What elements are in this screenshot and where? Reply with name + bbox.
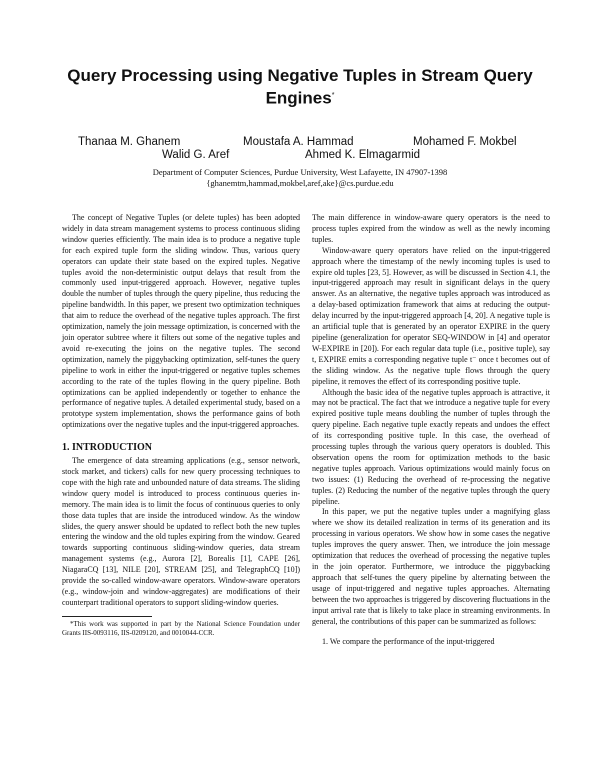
abstract-paragraph: The concept of Negative Tuples (or delete tuples) has been adopted widely in data stream management systems to process continuous sliding window queries efficiently. The main idea is to produce a negative tuple for each expired tuple form the sliding window. Thus, various query operators can update their state based on the expired tuples. Negative tuples avoid the non-deterministic output delays that result from the commonly used input-triggered approach. However, negative tuples double the number of tuples through the query pipeline, thus reducing the pipeline bandwidth. In this paper, we present two optimization techniques that aim to reduce the overhead of the negative tuples approach. The first optimization, namely the join message optimization, is concerned with the join operator subtree where it filters out some of the negative tuples and avoid re-executing the joins on the negative tuples. The second optimization, namely the piggybacking optimization, self-tunes the query pipeline to work in either the input-triggered or negative tuples schemes according to the rate of the tuples flowing in the query pipeline. Both optimizations can be applied independently or together to enhance the performance of negative tuples. A detailed experimental study, based on a prototype system implementation, shows the performance gains of both optimizations over the negative tuples and the input-triggered approaches. bbox=[62, 213, 300, 430]
footnote-divider bbox=[62, 616, 152, 617]
author-emails: {ghanemtm,hammad,mokbel,aref,ake}@cs.purdue.edu bbox=[206, 178, 394, 188]
body-paragraph: In this paper, we put the negative tuples under a magnifying glass where we show its detailed realization in terms of its generation and its processing in various operators. We show how in some cases the negative tuples improves the query answer. Then, we introduce the join message optimization that reduces the overhead of processing the negative tuples in the join operator. Furthermore, we introduce the piggybacking approach that self-tunes the query pipeline by alternating between the usage of input-triggered and negative tuples approaches. Alternating between the two approaches is triggered by discovering fluctuations in the input arrival rate that is likely to take place in streaming environments. In general, the contributions of this paper can be summarized as follows: bbox=[312, 507, 550, 626]
contribution-list-item: 1. We compare the performance of the input-triggered bbox=[322, 637, 495, 647]
title-footnote-marker: * bbox=[331, 92, 335, 99]
author-name: Mohamed F. Mokbel bbox=[413, 136, 517, 148]
author-name: Moustafa A. Hammad bbox=[243, 136, 354, 148]
body-paragraph: Although the basic idea of the negative tuples approach is attractive, it may not be practical. The fact that we introduce a negative tuple for every expired positive tuple means doubling the number of tuples through the query pipeline. Each negative tuple exactly repeats and undoes the effect of its corresponding positive tuple. In this case, the overhead of processing tuples through the various query operators is doubled. This observation opens the room for optimization methods to the basic negative tuples approach. Various optimizations would mainly focus on two issues: (1) Reducing the overhead of re-processing the negative tuples. (2) Reducing the number of the negative tuples through the query pipeline. bbox=[312, 387, 550, 506]
affiliation: Department of Computer Sciences, Purdue University, West Lafayette, IN 47907-1398 bbox=[152, 167, 448, 177]
right-column bbox=[312, 213, 550, 648]
paper-title: Query Processing using Negative Tuples in Stream Query Engines* bbox=[67, 66, 533, 108]
left-column bbox=[62, 213, 300, 638]
funding-footnote: *This work was supported in part by the National Science Foundation under Grants IIS-0093116, IIS-0209120, and 0010044-CCR. bbox=[62, 619, 300, 637]
body-paragraph: Window-aware query operators have relied on the input-triggered approach where the timestamp of the newly incoming tuples is used to expire old tuples [23, 5]. However, as will be discussed in Section 4.1, the input-triggered approach may result in significant delays in the query answer. As an alternative, the negative tuples approach was introduced as a delay-based optimization framework that aims at reducing the output-delay incurred by the input-triggered approach [4, 20]. A negative tuple is an artificial tuple that is generated by an operator EXPIRE in the query pipeline (generalization for operator SEQ-WINDOW in [4] and operator W-EXPIRE in [20]). For each regular data tuple (i.e., positive tuple), say t, EXPIRE emits a corresponding negative tuple t⁻ once t becomes out of the sliding window. As the negative tuple flows through the query pipeline, it removes the effect of its corresponding positive tuple. bbox=[312, 245, 550, 386]
author-name: Thanaa M. Ghanem bbox=[78, 136, 181, 148]
section-heading-introduction: 1. INTRODUCTION bbox=[62, 442, 153, 454]
body-paragraph: The main difference in window-aware query operators is the need to process tuples expired from the window as well as the newly incoming tuples. bbox=[312, 213, 550, 244]
author-name: Walid G. Aref bbox=[162, 149, 230, 161]
introduction-paragraph: The emergence of data streaming applications (e.g., sensor network, stock market, and tickers) calls for new query processing techniques to cope with the high rate and unbounded nature of data streams. The sliding window query model is introduced to process continuous queries in-memory. The main idea is to limit the focus of continuous queries to only those data tuples that are inside the introduced window. As the window slides, the query answer should be updated to reflect both the new tuples entering the window and the old tuples expiring from the window. Geared towards supporting continuous sliding-window queries, data stream management systems (e.g., Aurora [2], Borealis [1], CAPE [26], NiagaraCQ [13], NILE [20], STREAM [25], and TelegraphCQ [10]) provide the so-called window-aware operators. Window-aware operators (e.g., window-join and window-aggregates) are modifications of their counterpart traditional operators to support sliding-window queries. bbox=[62, 456, 300, 607]
author-name: Ahmed K. Elmagarmid bbox=[305, 149, 421, 161]
